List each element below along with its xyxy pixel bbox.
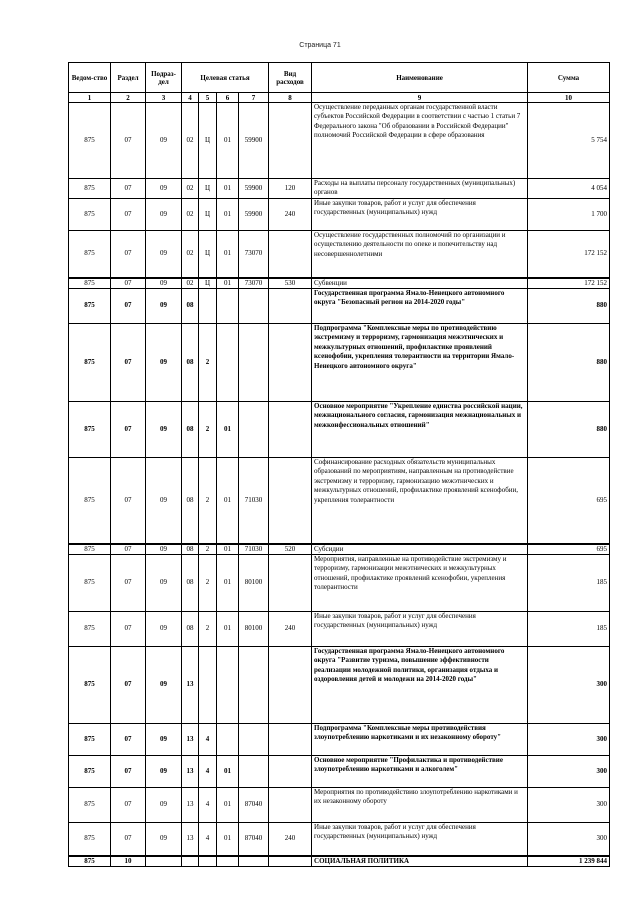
cell-naimenovanie: Мероприятия по противодействию злоупотреблению наркотиками и их незаконному обороту [312, 788, 528, 823]
cell-podrazdel: 09 [146, 458, 182, 544]
cell-razdel: 07 [111, 612, 146, 647]
cell-naimenovanie: Субвенции [312, 278, 528, 289]
cell-razdel: 07 [111, 788, 146, 823]
cell-podrazdel: 09 [146, 278, 182, 289]
cell-podprog: 4 [199, 756, 217, 788]
cell-vid [269, 756, 312, 788]
cell-podrazdel: 09 [146, 324, 182, 402]
cell-summa: 4 054 [528, 179, 610, 199]
cell-vid [269, 103, 312, 179]
cell-summa: 300 [528, 756, 610, 788]
cell-summa: 880 [528, 402, 610, 458]
cell-naimenovanie: Основное мероприятие "Укрепление единства российской нации, межнационального согласия, гармонизация межнациональных и межконфессиональных отношений" [312, 402, 528, 458]
cell-vedomstvo: 875 [69, 724, 111, 756]
cell-vedomstvo: 875 [69, 199, 111, 231]
cell-prog: 02 [182, 278, 199, 289]
column-number: 6 [217, 93, 239, 103]
cell-razdel: 07 [111, 231, 146, 278]
cell-naimenovanie: Подпрограмма "Комплексные меры по противодействию экстремизму и терроризму, гармонизация межэтнических и межкультурных отношений, профилактике проявлений ксенофобии, укрепления толерантности на территории Ямало-Ненецкого автономного округа" [312, 324, 528, 402]
cell-naimenovanie: Мероприятия, направленные на противодействие экстремизму и терроризму, гармонизации межэтнических и межкультурных отношений, профилактике проявлений ксенофобии, укрепления толерантности [312, 555, 528, 612]
cell-podrazdel: 09 [146, 788, 182, 823]
cell-meropr [217, 724, 239, 756]
table-row [69, 823, 610, 856]
cell-napr: 71030 [239, 544, 269, 555]
cell-razdel: 07 [111, 458, 146, 544]
cell-podprog: 2 [199, 402, 217, 458]
cell-prog: 13 [182, 724, 199, 756]
cell-vedomstvo: 875 [69, 402, 111, 458]
cell-podrazdel: 09 [146, 612, 182, 647]
cell-napr [239, 289, 269, 324]
cell-meropr: 01 [217, 278, 239, 289]
cell-podprog: 2 [199, 555, 217, 612]
cell-naimenovanie: Иные закупки товаров, работ и услуг для обеспечения государственных (муниципальных) нужд [312, 612, 528, 647]
table-row [69, 103, 610, 179]
cell-vedomstvo: 875 [69, 458, 111, 544]
cell-vid: 240 [269, 823, 312, 856]
table-row [69, 756, 610, 788]
header-podrazdel: Подраз-дел [146, 63, 182, 93]
cell-podrazdel [146, 856, 182, 867]
cell-vid [269, 724, 312, 756]
cell-summa: 172 152 [528, 278, 610, 289]
cell-vid: 240 [269, 612, 312, 647]
cell-napr: 73070 [239, 231, 269, 278]
page-number-label: Страница 71 [299, 42, 341, 49]
cell-podprog: 2 [199, 458, 217, 544]
cell-prog: 13 [182, 647, 199, 724]
cell-summa: 880 [528, 324, 610, 402]
cell-razdel: 07 [111, 647, 146, 724]
cell-prog: 08 [182, 402, 199, 458]
cell-vid: 120 [269, 179, 312, 199]
column-number-row [69, 93, 610, 103]
cell-prog: 08 [182, 289, 199, 324]
cell-napr: 71030 [239, 458, 269, 544]
table-row [69, 788, 610, 823]
cell-meropr: 01 [217, 458, 239, 544]
table-row [69, 179, 610, 199]
table-body [69, 103, 610, 867]
cell-napr [239, 724, 269, 756]
cell-prog: 08 [182, 458, 199, 544]
cell-razdel: 07 [111, 724, 146, 756]
cell-prog: 08 [182, 555, 199, 612]
cell-naimenovanie: Осуществление переданных органам государственной власти субъектов Российской Федерации в соответствии с частью 1 статьи 7 Федерального закона "Об образовании в Российской Федерации" полномочий Российской Федерации в сфере образования [312, 103, 528, 179]
cell-napr [239, 402, 269, 458]
cell-vedomstvo: 875 [69, 612, 111, 647]
cell-podprog [199, 647, 217, 724]
cell-podprog: Ц [199, 103, 217, 179]
cell-meropr: 01 [217, 823, 239, 856]
cell-vedomstvo: 875 [69, 555, 111, 612]
cell-vid [269, 788, 312, 823]
cell-vedomstvo: 875 [69, 103, 111, 179]
cell-summa: 172 152 [528, 231, 610, 278]
cell-naimenovanie: Государственная программа Ямало-Ненецкого автономного округа "Развитие туризма, повышение эффективности реализации молодежной политики, организация отдыха и оздоровления детей и молодежи на 2014-2020 годы" [312, 647, 528, 724]
table-row [69, 724, 610, 756]
cell-prog: 08 [182, 612, 199, 647]
cell-vid [269, 555, 312, 612]
cell-meropr: 01 [217, 756, 239, 788]
cell-meropr: 01 [217, 231, 239, 278]
column-number: 1 [69, 93, 111, 103]
cell-razdel: 07 [111, 756, 146, 788]
cell-vid: 530 [269, 278, 312, 289]
cell-podrazdel: 09 [146, 199, 182, 231]
cell-razdel: 07 [111, 402, 146, 458]
cell-vedomstvo: 875 [69, 324, 111, 402]
cell-napr [239, 324, 269, 402]
cell-vedomstvo: 875 [69, 278, 111, 289]
cell-summa: 5 754 [528, 103, 610, 179]
cell-podrazdel: 09 [146, 402, 182, 458]
cell-razdel: 07 [111, 278, 146, 289]
cell-napr: 59900 [239, 179, 269, 199]
table-row [69, 544, 610, 555]
cell-razdel: 07 [111, 289, 146, 324]
cell-podprog [199, 289, 217, 324]
cell-prog [182, 856, 199, 867]
cell-prog: 08 [182, 544, 199, 555]
header-tselevaya-statya: Целевая статья [182, 63, 269, 93]
cell-podrazdel: 09 [146, 289, 182, 324]
column-number: 8 [269, 93, 312, 103]
cell-razdel: 07 [111, 823, 146, 856]
cell-vedomstvo: 875 [69, 289, 111, 324]
cell-podrazdel: 09 [146, 724, 182, 756]
cell-vedomstvo: 875 [69, 647, 111, 724]
cell-summa: 300 [528, 647, 610, 724]
cell-summa: 695 [528, 458, 610, 544]
cell-razdel: 07 [111, 324, 146, 402]
table-row [69, 458, 610, 544]
budget-table [68, 62, 610, 867]
table-row [69, 612, 610, 647]
column-number: 5 [199, 93, 217, 103]
cell-podprog: Ц [199, 231, 217, 278]
table-row [69, 231, 610, 278]
table-row [69, 289, 610, 324]
cell-prog: 02 [182, 103, 199, 179]
cell-naimenovanie: Подпрограмма "Комплексные меры противодействия злоупотреблению наркотиками и их незаконному обороту" [312, 724, 528, 756]
cell-naimenovanie: Иные закупки товаров, работ и услуг для обеспечения государственных (муниципальных) нужд [312, 199, 528, 231]
cell-meropr [217, 324, 239, 402]
cell-vedomstvo: 875 [69, 179, 111, 199]
cell-summa: 695 [528, 544, 610, 555]
cell-podrazdel: 09 [146, 544, 182, 555]
cell-naimenovanie: СОЦИАЛЬНАЯ ПОЛИТИКА [312, 856, 528, 867]
cell-summa: 300 [528, 788, 610, 823]
cell-napr: 80100 [239, 612, 269, 647]
cell-podrazdel: 09 [146, 647, 182, 724]
cell-meropr: 01 [217, 179, 239, 199]
cell-podprog: 4 [199, 724, 217, 756]
table-row [69, 278, 610, 289]
cell-podprog: 4 [199, 823, 217, 856]
cell-vid [269, 856, 312, 867]
column-number: 7 [239, 93, 269, 103]
cell-vid [269, 647, 312, 724]
table-row [69, 856, 610, 867]
cell-summa: 185 [528, 555, 610, 612]
header-vid-raskhodov: Вид расходов [269, 63, 312, 93]
cell-vid [269, 402, 312, 458]
cell-meropr: 01 [217, 544, 239, 555]
cell-podrazdel: 09 [146, 231, 182, 278]
header-vedomstvo: Ведом-ство [69, 63, 111, 93]
cell-naimenovanie: Расходы на выплаты персоналу государственных (муниципальных) органов [312, 179, 528, 199]
cell-summa: 880 [528, 289, 610, 324]
cell-podrazdel: 09 [146, 823, 182, 856]
cell-napr: 59900 [239, 103, 269, 179]
cell-razdel: 07 [111, 544, 146, 555]
cell-vedomstvo: 875 [69, 788, 111, 823]
cell-podprog: Ц [199, 278, 217, 289]
cell-podrazdel: 09 [146, 103, 182, 179]
cell-naimenovanie: Основное мероприятие "Профилактика и противодействие злоупотреблению наркотиками и алкоголем" [312, 756, 528, 788]
cell-prog: 13 [182, 788, 199, 823]
cell-meropr: 01 [217, 788, 239, 823]
cell-podprog: 2 [199, 544, 217, 555]
column-number: 3 [146, 93, 182, 103]
cell-meropr [217, 647, 239, 724]
cell-vedomstvo: 875 [69, 756, 111, 788]
cell-prog: 08 [182, 324, 199, 402]
header-summa: Сумма [528, 63, 610, 93]
cell-naimenovanie: Иные закупки товаров, работ и услуг для обеспечения государственных (муниципальных) нужд [312, 823, 528, 856]
cell-razdel: 07 [111, 199, 146, 231]
cell-podprog: 2 [199, 612, 217, 647]
cell-meropr: 01 [217, 103, 239, 179]
cell-razdel: 07 [111, 179, 146, 199]
cell-meropr [217, 856, 239, 867]
cell-vid: 240 [269, 199, 312, 231]
cell-prog: 02 [182, 231, 199, 278]
cell-napr [239, 856, 269, 867]
cell-prog: 13 [182, 823, 199, 856]
cell-meropr: 01 [217, 199, 239, 231]
cell-podprog: Ц [199, 199, 217, 231]
cell-napr: 87040 [239, 823, 269, 856]
cell-naimenovanie: Субсидии [312, 544, 528, 555]
column-number: 9 [312, 93, 528, 103]
header-razdel: Раздел [111, 63, 146, 93]
cell-vid [269, 324, 312, 402]
header-naimenovanie: Наименование [312, 63, 528, 93]
cell-vid [269, 458, 312, 544]
cell-naimenovanie: Софинансирование расходных обязательств муниципальных образований по мероприятиям, направленным на противодействие экстремизму и терроризму, гармонизацию межэтнических и межкультурных отношений, профилактике проявлений ксенофобии, укрепления толерантности [312, 458, 528, 544]
table-row [69, 647, 610, 724]
table-row [69, 199, 610, 231]
cell-vedomstvo: 875 [69, 823, 111, 856]
cell-naimenovanie: Осуществление государственных полномочий по организации и осуществлению деятельности по опеке и попечительству над несовершеннолетними [312, 231, 528, 278]
cell-summa: 185 [528, 612, 610, 647]
cell-summa: 300 [528, 724, 610, 756]
cell-napr: 87040 [239, 788, 269, 823]
cell-vid: 520 [269, 544, 312, 555]
cell-meropr: 01 [217, 555, 239, 612]
cell-napr [239, 756, 269, 788]
cell-vedomstvo: 875 [69, 544, 111, 555]
cell-vid [269, 289, 312, 324]
cell-summa: 300 [528, 823, 610, 856]
table-row [69, 324, 610, 402]
cell-podrazdel: 09 [146, 756, 182, 788]
cell-razdel: 07 [111, 103, 146, 179]
cell-prog: 02 [182, 179, 199, 199]
cell-podrazdel: 09 [146, 555, 182, 612]
cell-vid [269, 231, 312, 278]
cell-meropr: 01 [217, 612, 239, 647]
cell-podprog [199, 856, 217, 867]
cell-napr [239, 647, 269, 724]
table-row [69, 555, 610, 612]
cell-meropr [217, 289, 239, 324]
cell-summa: 1 700 [528, 199, 610, 231]
cell-vedomstvo: 875 [69, 856, 111, 867]
table-header-row [69, 63, 610, 93]
cell-napr: 59900 [239, 199, 269, 231]
cell-naimenovanie: Государственная программа Ямало-Ненецкого автономного округа "Безопасный регион на 2014-2020 годы" [312, 289, 528, 324]
column-number: 10 [528, 93, 610, 103]
cell-razdel: 07 [111, 555, 146, 612]
cell-prog: 02 [182, 199, 199, 231]
table-row [69, 402, 610, 458]
cell-prog: 13 [182, 756, 199, 788]
cell-razdel: 10 [111, 856, 146, 867]
cell-podprog: 4 [199, 788, 217, 823]
cell-napr: 80100 [239, 555, 269, 612]
cell-summa: 1 239 844 [528, 856, 610, 867]
column-number: 4 [182, 93, 199, 103]
cell-napr: 73070 [239, 278, 269, 289]
column-number: 2 [111, 93, 146, 103]
cell-vedomstvo: 875 [69, 231, 111, 278]
cell-podrazdel: 09 [146, 179, 182, 199]
cell-meropr: 01 [217, 402, 239, 458]
cell-podprog: 2 [199, 324, 217, 402]
cell-podprog: Ц [199, 179, 217, 199]
